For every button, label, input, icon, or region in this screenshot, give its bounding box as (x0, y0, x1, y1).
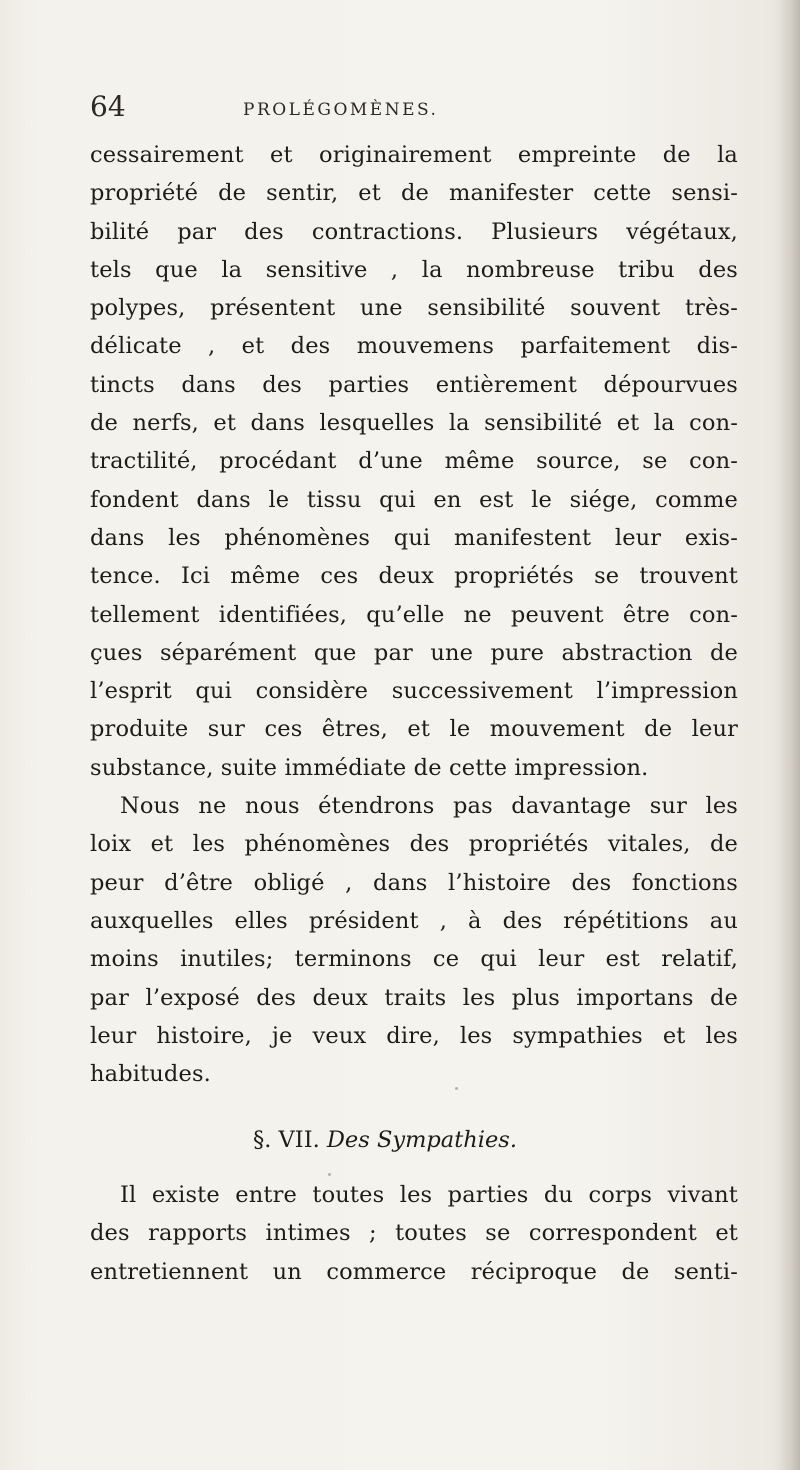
text-line: propriété de sentir, et de manifester cette sensi- (90, 180, 738, 207)
text-line: substance, suite immédiate de cette impression. (90, 754, 649, 781)
text-line: Nous ne nous étendrons pas davantage sur les (120, 793, 738, 820)
text-line: cessairement et originairement empreinte de la (90, 142, 738, 168)
text-line: Il existe entre toutes les parties du corps vivant (120, 1182, 738, 1208)
text-line: bilité par des contractions. Plusieurs végétaux, (90, 218, 738, 245)
text-line: tractilité, procédant d’une même source, se con- (90, 448, 738, 475)
text-line: peur d’être obligé , dans l’histoire des fonctions (90, 869, 738, 896)
section-title: Des Sympathies. (326, 1127, 517, 1153)
text-line: tellement identifiées, qu’elle ne peuvent être con- (90, 601, 738, 628)
text-line: auxquelles elles président , à des répétitions au (90, 907, 738, 934)
text-line: des rapports intimes ; toutes se correspondent et (90, 1220, 738, 1247)
text-line: de nerfs, et dans lesquelles la sensibilité et la con- (90, 410, 738, 437)
page-edge-shadow (778, 0, 800, 1470)
text-line: délicate , et des mouvemens parfaitement dis- (90, 333, 738, 360)
text-line: produite sur ces êtres, et le mouvement de leur (90, 716, 738, 743)
text-line: par l’exposé des deux traits les plus importans de (90, 984, 738, 1011)
running-head: PROLÉGOMÈNES. (243, 100, 439, 120)
text-line: polypes, présentent une sensibilité souvent très- (90, 295, 738, 322)
text-line: moins inutiles; terminons ce qui leur est relatif, (90, 946, 738, 973)
text-line: habitudes. (90, 1061, 211, 1088)
text-line: çues séparément que par une pure abstraction de (90, 639, 738, 666)
text-line: dans les phénomènes qui manifestent leur exis- (90, 524, 738, 551)
paragraph-3 (90, 1176, 738, 1291)
ink-speck (328, 1173, 331, 1176)
page-number: 64 (90, 90, 126, 123)
text-line: entretiennent un commerce réciproque de senti- (90, 1258, 738, 1285)
section-number: §. VII. (253, 1127, 320, 1153)
paragraph-1 (90, 136, 738, 1093)
ink-speck (455, 1087, 458, 1090)
text-line: tels que la sensitive , la nombreuse tribu des (90, 256, 738, 283)
text-line: l’esprit qui considère successivement l’impression (90, 678, 738, 705)
text-line: tincts dans des parties entièrement dépourvues (90, 371, 738, 398)
text-line: tence. Ici même ces deux propriétés se trouvent (90, 563, 738, 590)
text-line: leur histoire, je veux dire, les sympathies et les (90, 1022, 738, 1049)
section-heading (90, 1120, 738, 1160)
text-line: fondent dans le tissu qui en est le siége, comme (90, 486, 738, 513)
text-line: loix et les phénomènes des propriétés vitales, de (90, 831, 738, 858)
page-header (90, 92, 730, 122)
